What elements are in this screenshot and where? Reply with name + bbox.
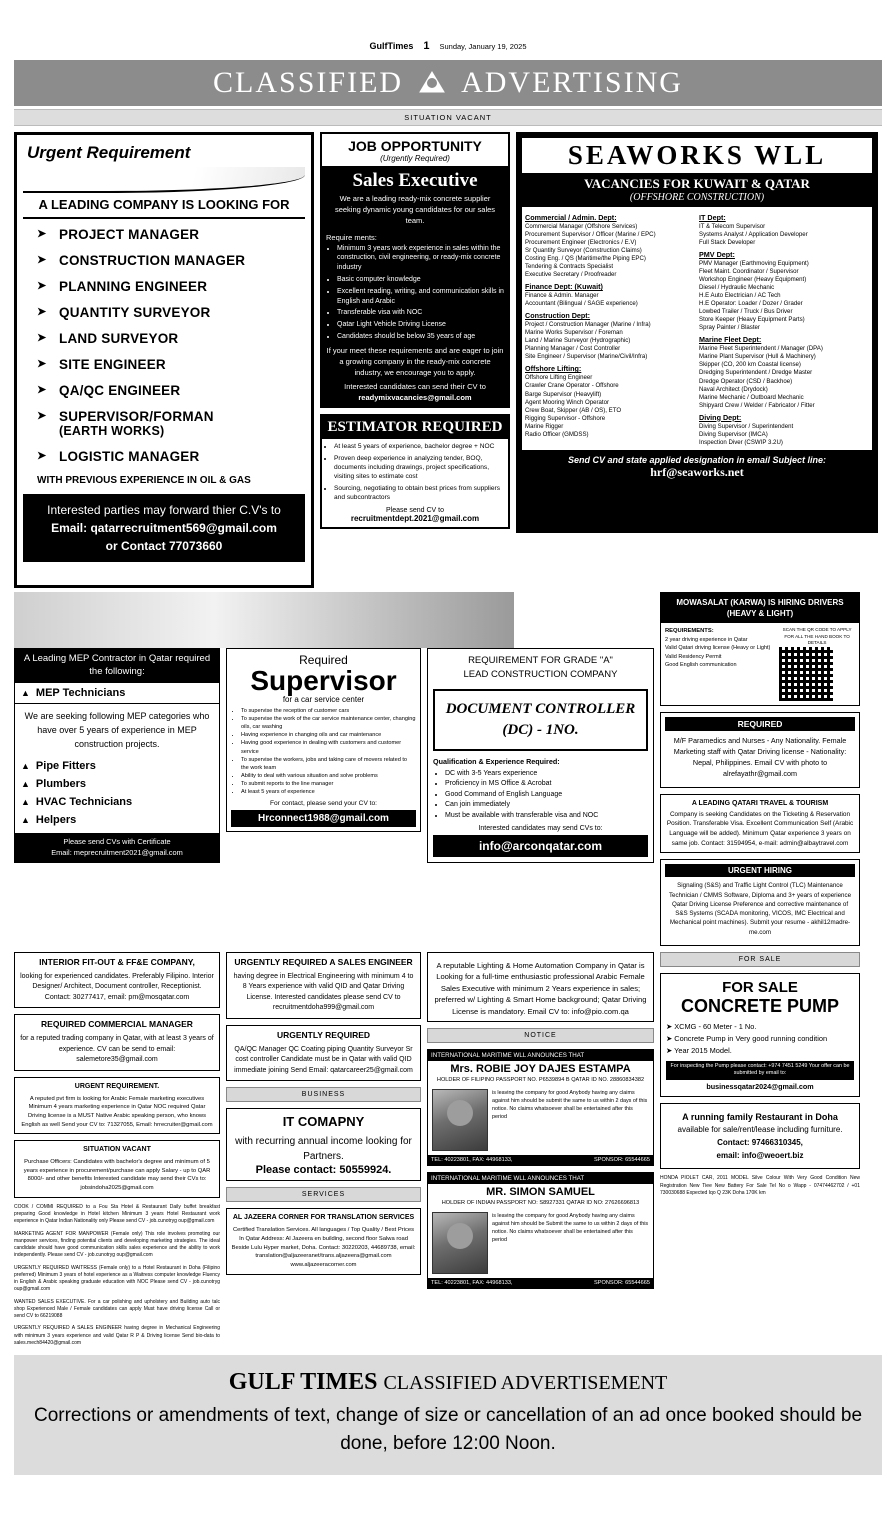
- ad-body: Certified Translation Services. All languages / Top Quality / Best Prices In Qatar Address: Al Jazeera en building, second floor Salwa road Beside Lulu Hyper market, Doha. Contact: 30220203, 44689738, email: translation@aljazeeranet/trans.aljazeera@gmail.com www.aljazeeracorner.com: [231, 1227, 416, 1268]
- dept-item: Rigging Supervisor - Offshore: [525, 414, 606, 422]
- supervisor-email[interactable]: Hrconnect1988@gmail.com: [231, 810, 416, 827]
- list-item: • To supervise the workers, jobs and taking care of movers related to the work team: [241, 756, 416, 772]
- qr-scan-instructions: SCAN THE QR CODE TO APPLY FOR ALL THE HAND BOOK TO DETAILS: [782, 627, 852, 646]
- dept-item: Crawler Crane Operator - Offshore: [525, 382, 619, 390]
- footer-title-bold: GULF TIMES: [228, 1369, 378, 1396]
- lower-ads-band: [14, 952, 882, 1347]
- required-body: M/F Paramedics and Nurses - Any Nationality. Female Marketing staff with Qatar Driving license - Nationality: Nepal, Philippines. Email CV with photo to alrefayathr@gmail.com: [673, 735, 847, 779]
- mep-body: We are seeking following MEP categories who have over 5 years of experience in MEP construction projects.: [24, 710, 210, 749]
- supervisor-column: [226, 648, 421, 946]
- dept-item: Accountant (Bilingual / SAGE experience): [525, 300, 638, 308]
- sales-executive-block: [322, 166, 508, 406]
- dept-item: Dredge Operator (CSD / Backhoe): [699, 377, 793, 385]
- classified-text-ad: COOK / COMMI REQUIRED to a Fou Sta Hotel & Restaurant Daily buffet breakfast preparing Good knowledge in Hotel kitchen Minimum 3 years Hotel Restaurant work experience in Qatar Indian Nationality only Please send CV - job.cunotryg oup@gmail.com: [14, 1203, 220, 1225]
- dept-item: Marine Mechanic / Outboard Mechanic: [699, 393, 804, 401]
- list-item: • Having good experience in dealing with customers and customer service: [241, 739, 416, 755]
- for-sale-title-1: FOR SALE: [722, 978, 798, 996]
- apply-note: If your meet these requirements and are eager to join a growing company in the ready-mix concrete industry, we encourage you to apply.: [326, 345, 504, 377]
- ad-heading: URGENTLY REQUIRED A SALES ENGINEER: [234, 956, 413, 967]
- dept-item: Marine Plant Supervisor (Hull & Machinery): [699, 353, 816, 361]
- qr-code-icon[interactable]: [779, 647, 833, 701]
- ad-body: QA/QC Manager QC Coating piping Quantity Surveyor Sr cost controller Candidate must be in Qatar with valid QID immediate joining Send Email: qatarcareer25@gmail.com: [234, 1045, 413, 1074]
- honda-car-ad: HONDA PIOLET CAR, 2011 MODEL Silve Colour With Very Good Condition New Registration New Tiee New Battery For Sale Tel No o Wapp - 07474462702 / +01 730030688 Expected Iqo Q 23K Doha 170K km: [660, 1175, 860, 1196]
- ad-body: A reputed pvt firm is looking for Arabic Female marketing executives Minimum 4 years marketing experience in Qatar NOC required Qatar Driving license is a MUST Native Arabic speaking person, who knows English as well Send your CV to: 71327055, Email: hrrecruiter@gmail.com: [21, 1095, 213, 1128]
- list-item: • Having experience in changing oils and car maintenance: [241, 731, 416, 739]
- right-column-ads: [660, 592, 860, 946]
- restaurant-contact[interactable]: Contact: 97466310345,: [717, 1137, 803, 1147]
- dept-item: Crew Boat, Skipper (AB / OS), ETO: [525, 406, 622, 414]
- mep-category: ▲ Helpers: [15, 811, 219, 829]
- dept-item: Barge Supervisor (Heavylift): [525, 390, 602, 398]
- restaurant-email[interactable]: email: info@weoert.biz: [716, 1150, 804, 1160]
- concrete-pump-ad: [660, 973, 860, 1097]
- position-list: [23, 227, 305, 464]
- masthead: [14, 0, 882, 52]
- marketing-executive-ad: [14, 1077, 220, 1135]
- restaurant-line1: A running family Restaurant in Doha: [682, 1111, 838, 1122]
- page-number: 1: [423, 40, 430, 52]
- mowasalat-title: MOWASALAT (KARWA) IS HIRING DRIVERS (HEAVY & LIGHT): [661, 593, 859, 623]
- grade-a-column: [427, 648, 654, 946]
- urgent-hiring-body: Signaling (S&S) and Traffic Light Control (TLC) Maintenance Technician / CMMS Software, Diploma and 3+ years of experience Qatar Driving License Preference and corrective maintenance of S&S Systems (SCADA monitoring, VICOS, IMC Electrical and Mechanical point machines). Submit your resume - akhil12madre-me.com: [668, 882, 852, 936]
- mep-footer: [15, 833, 219, 862]
- required-heading: REQUIRED: [665, 717, 855, 731]
- for-sale-email[interactable]: businessqatar2024@gmail.com: [706, 1081, 814, 1091]
- ad-heading: IT COMAPNY: [282, 1114, 365, 1130]
- travel-agency-ad: [660, 794, 860, 853]
- grade-a-line1: REQUIREMENT FOR GRADE "A": [468, 655, 613, 666]
- mep-contractor-ad: [14, 648, 220, 863]
- supervisor-contact-note: For contact, please send your CV to:: [269, 800, 378, 808]
- ad-body: with recurring annual income looking for Partners.: [235, 1136, 412, 1163]
- list-item: ➤ LOGISTIC MANAGER: [37, 449, 305, 464]
- job-opportunity-email[interactable]: readymixvacancies@gmail.com: [358, 393, 472, 403]
- estimator-title: ESTIMATOR REQUIRED: [322, 416, 508, 439]
- dept-item: Fleet Maint. Coordinator / Supervisor: [699, 268, 799, 276]
- list-item: • To supervise the work of the car service maintenance center, changing oils, car washing: [241, 715, 416, 731]
- lower-column-2: [226, 952, 421, 1347]
- footer-title: [24, 1369, 872, 1396]
- dept-item: Costing Eng. / QS (Maritime/the Piping EPC): [525, 255, 646, 263]
- estimator-ad: [320, 414, 510, 528]
- classified-text-ad: WANTED SALES EXECUTIVE. For a car polishing and upholstery and Building auto talc shop Experienced Male / Female candidates can apply Must have driving license Call or send CV to 66219088: [14, 1298, 220, 1320]
- dept-item: PMV Manager (Earthmoving Equipment): [699, 260, 809, 268]
- seaworks-brand: SEAWORKS WLL: [522, 138, 872, 173]
- item-text: Year 2015 Model.: [674, 1045, 732, 1055]
- footer-title-light: CLASSIFIED ADVERTISEMENT: [383, 1372, 668, 1395]
- list-item: ➤ XCMG - 60 Meter - 1 No.: [666, 1021, 757, 1031]
- urgent-requirement-subtitle: A LEADING COMPANY IS LOOKING FOR: [23, 197, 305, 219]
- announcement-passport-info: HOLDER OF FILIPINO PASSPORT NO. P6539894 B QATAR ID NO. 28860834382: [436, 1076, 645, 1083]
- mep-column: [14, 648, 220, 946]
- list-item: ➤ Year 2015 Model.: [666, 1045, 732, 1055]
- grade-a-line2: LEAD CONSTRUCTION COMPANY: [463, 669, 618, 681]
- mep-footer-email[interactable]: Email: meprecruitment2021@gmail.com: [51, 847, 183, 857]
- mep-footer-line1: Please send CVs with Certificate: [63, 837, 171, 847]
- estimator-email[interactable]: recruitmentdept.2021@gmail.com: [350, 513, 480, 523]
- dept-item: Site Engineer / Supervisor (Marine/Civil/Infra): [525, 353, 648, 361]
- supervisor-duties: [231, 707, 416, 796]
- ad-heading: URGENTLY REQUIRED: [276, 1029, 371, 1040]
- section-bar-business: BUSINESS: [226, 1087, 421, 1102]
- dept-heading: IT Dept:: [699, 213, 726, 222]
- role-intro: We are a leading ready-mix concrete supplier seeking dynamic young candidates for our sales team.: [334, 194, 496, 225]
- nurses-required-ad: [660, 712, 860, 789]
- seaworks-departments: [522, 207, 872, 450]
- dept-item: Full Stack Developer: [699, 239, 756, 247]
- announcement-card: [427, 1172, 654, 1289]
- list-item: • Qatar Light Vehicle Driving License: [337, 320, 504, 330]
- dept-heading: PMV Dept:: [699, 250, 735, 260]
- ad-contact[interactable]: Please contact: 50559924.: [255, 1164, 392, 1177]
- footer-notice: [14, 1355, 882, 1475]
- dept-item: Land / Marine Surveyor (Hydrographic): [525, 337, 631, 345]
- list-item: • Minimum 3 years work experience in sales within the construction, civil engineering, or ready-mix concrete industry: [337, 244, 504, 273]
- gulf-times-logo-icon: [417, 70, 447, 96]
- lower-column-1: [14, 952, 220, 1347]
- seaworks-email[interactable]: hrf@seaworks.net: [650, 464, 744, 479]
- dept-heading: Finance Dept: (Kuwait): [525, 282, 603, 292]
- mep-header: A Leading MEP Contractor in Qatar required the following:: [15, 649, 219, 683]
- section-bar-for-sale: FOR SALE: [660, 952, 860, 967]
- position-label: SUPERVISOR/FORMAN: [59, 409, 214, 424]
- for-sale-title-2: CONCRETE PUMP: [680, 995, 839, 1016]
- announcement-passport-info: HOLDER OF INDIAN PASSPORT NO: S8927331 QATAR ID NO: 27626696813: [441, 1199, 640, 1206]
- ad-body: looking for experienced candidates. Preferably Filipino. Interior Designer/ Architect, Document controller, Receptionist. Contact: 30277417, email: pm@mosqatar.com: [20, 972, 214, 1001]
- list-item: ➤ PROJECT MANAGER: [37, 227, 305, 242]
- urgent-requirement-title: Urgent Requirement: [27, 143, 191, 162]
- list-item: • Good Command of English Language: [445, 790, 648, 801]
- dept-item: H.E Auto Electrician / AC Tech: [699, 292, 781, 300]
- list-item: ➤ PLANNING ENGINEER: [37, 279, 305, 294]
- list-item: [37, 409, 305, 438]
- experience-note: WITH PREVIOUS EXPERIENCE IN OIL & GAS: [37, 475, 251, 486]
- list-item: • Basic computer knowledge: [337, 275, 504, 285]
- dept-heading: Commercial / Admin. Dept:: [525, 213, 617, 222]
- dept-item: Executive Secretary / Proofreader: [525, 271, 617, 279]
- announcement-header: INTERNATIONAL MARITIME WLL ANNOUNCES THAT: [428, 1173, 653, 1184]
- dept-item: Project / Construction Manager (Marine / Infra): [525, 321, 651, 329]
- list-item: • To supervise the reception of customer cars: [241, 707, 416, 715]
- dept-item: Finance & Admin. Manager: [525, 292, 599, 300]
- classified-text-ad: URGENTLY REQUIRED A SALES ENGINEER having degree in Mechanical Engineering with minimum 3 years experience and valid Qatar R P & Driving license Send bio-data to sales.mech84420@gmail.com: [14, 1325, 220, 1346]
- dept-item: Offshore Lifting Engineer: [525, 374, 593, 382]
- ad-heading: SITUATION VACANT: [83, 1146, 151, 1154]
- requirements-heading: REQUIREMENTS:: [665, 628, 714, 635]
- dept-item: H.E Operator: Loader / Dozer / Grader: [699, 300, 803, 308]
- announcement-name: MR. SIMON SAMUEL: [486, 1185, 595, 1198]
- seaworks-send-note: Send CV and state applied designation in email Subject line:: [567, 454, 827, 465]
- announcement-tel: TEL: 40223801, FAX: 44968133,: [431, 1279, 513, 1286]
- mep-category: ▲ Plumbers: [15, 775, 219, 793]
- requirements-heading: Require ments:: [326, 232, 377, 242]
- dept-item: Workshop Engineer (Heavy Equipment): [699, 276, 807, 284]
- contact-block: [23, 494, 305, 562]
- announcement-sponsor: SPONSOR: 65544665: [594, 1156, 650, 1163]
- list-item: • At least 5 years of experience, bachelor degree + NOC: [334, 443, 508, 452]
- restaurant-line2: available for sale/rent/lease including furniture.: [677, 1125, 843, 1135]
- supervisor-required-label: Required: [299, 653, 348, 667]
- list-item: • At least 5 years of experience: [241, 788, 416, 796]
- dept-item: Inspection Diver (CSWIP 3.2U): [699, 438, 783, 446]
- document-controller-title: DOCUMENT CONTROLLER (DC) - 1NO.: [433, 689, 648, 751]
- ad-heading: URGENT REQUIREMENT.: [74, 1082, 160, 1090]
- list-item: • DC with 3-5 Years experience: [445, 769, 648, 780]
- dept-item: Naval Architect (Drydock): [699, 385, 768, 393]
- item-text: XCMG - 60 Meter - 1 No.: [674, 1021, 757, 1031]
- dept-item: Lowbed Trailer / Truck / Bus Driver: [699, 308, 793, 316]
- for-sale-contact-bar: For inspecting the Pump please contact: +974 7451 5249 Your offer can be submitted by email to:: [666, 1061, 854, 1080]
- mep-lead-role: ▲ MEP Technicians: [15, 683, 219, 704]
- travel-body: Company is seeking Candidates on the Ticketing & Reservation Position. Transferable Visa. Excellent Communication Self (Arabic Language will be added). Minimum Qatar experience 3 years on same job. Contact: 31594954, e-mail: admin@albaytravel.com: [666, 810, 854, 847]
- dept-item: Dredging Superintendent / Dredge Master: [699, 369, 813, 377]
- announcement-header: INTERNATIONAL MARITIME WLL ANNOUNCES THAT: [428, 1050, 653, 1061]
- list-item: • Ability to deal with various situation and solve problems: [241, 772, 416, 780]
- announcement-text: is leaving the company for good Anybody having any claims against him should be submit the same to us within 2 days of this notice. No claims whatsoever shall be entertained after this period: [492, 1089, 648, 1121]
- dept-item: Sr Quantity Surveyor (Construction Claims): [525, 247, 642, 255]
- banner-left-text: CLASSIFIED: [213, 66, 404, 99]
- announcement-sponsor: SPONSOR: 65544665: [594, 1279, 650, 1286]
- seaworks-column-right: [699, 210, 869, 447]
- mowasalat-requirements: [665, 627, 775, 700]
- interior-fitout-ad: [14, 952, 220, 1008]
- dept-item: Procurement Engineer (Electronics / E.V): [525, 239, 637, 247]
- qualification-list: [433, 769, 648, 822]
- ad-body: Purchase Officers: Candidates with bachelor's degree and minimum of 5 years experience in procurement/purchase can apply Salary - up to QAR 8000/- and other benefits Interested candidate may send their CVs to: jobsindoha2025@gmail.com: [23, 1159, 211, 1192]
- list-item: • To submit reports to the line manager: [241, 780, 416, 788]
- announcement-card: [427, 1049, 654, 1166]
- contact-phone: or Contact 77073660: [105, 539, 223, 553]
- dept-item: Diesel / Hydraulic Mechanic: [699, 284, 775, 292]
- list-item: • Proficiency in MS Office & Acrobat: [445, 779, 648, 790]
- contact-line-1: Interested parties may forward thier C.V's to: [47, 503, 281, 517]
- position-sublabel: (EARTH WORKS): [59, 424, 165, 438]
- seaworks-vacancies: VACANCIES FOR KUWAIT & QATAR: [584, 176, 810, 191]
- mep-category: ▲ Pipe Fitters: [15, 757, 219, 775]
- restaurant-for-sale-ad: [660, 1103, 860, 1170]
- grade-a-email[interactable]: info@arconqatar.com: [433, 835, 648, 857]
- list-item: ➤ Concrete Pump in Very good running condition: [666, 1033, 828, 1043]
- dept-heading: Construction Dept:: [525, 311, 591, 321]
- dept-item: Systems Analyst / Application Developer: [699, 231, 808, 239]
- dept-item: Diving Supervisor / Superintendent: [699, 422, 794, 430]
- dept-item: Marine Fleet Superintendent / Manager (DPA): [699, 345, 823, 353]
- list-item: ➤ CONSTRUCTION MANAGER: [37, 253, 305, 268]
- translation-services-ad: [226, 1208, 421, 1274]
- dept-item: Spray Painter / Blaster: [699, 324, 760, 332]
- paper-name: GulfTimes: [369, 41, 414, 51]
- person-photo: [432, 1089, 488, 1151]
- dept-item: Tendering & Contracts Specialist: [525, 263, 614, 271]
- estimator-points: [322, 443, 508, 502]
- item-text: Concrete Pump in Very good running condition: [674, 1033, 828, 1043]
- contact-email[interactable]: Email: qatarrecruitment569@gmail.com: [51, 521, 277, 535]
- urgent-requirement-ad: [14, 132, 314, 588]
- sales-engineer-ad: [226, 952, 421, 1019]
- decorative-swoosh: [23, 167, 305, 193]
- lower-column-4: [660, 952, 860, 1347]
- list-item: • Must be available with transferable visa and NOC: [445, 811, 648, 822]
- ad-body: for a reputed trading company in Qatar, with at least 3 years of experience. CV can be send to email: salemetore35@gmail.com: [20, 1035, 214, 1064]
- dept-item: IT & Telecom Supervisor: [699, 223, 766, 230]
- estimator-send-note: Please send CV to: [386, 506, 444, 514]
- section-bar-notice: NOTICE: [427, 1028, 654, 1043]
- supervisor-ad: [226, 648, 421, 832]
- dept-item: Shipyard Crew / Welder / Fabricator / Fitter: [699, 401, 815, 409]
- list-item: • Excellent reading, writing, and communication skills in English and Arabic: [337, 287, 504, 307]
- middle-ads-band: [14, 592, 882, 946]
- announcement-name: Mrs. ROBIE JOY DAJES ESTAMPA: [450, 1062, 631, 1075]
- dept-item: Skipper (CO, 200 km Coastal license): [699, 361, 801, 369]
- it-company-ad: [226, 1108, 421, 1181]
- job-opportunity-ad: [320, 132, 510, 408]
- list-item: 2 year driving experience in Qatar: [665, 637, 748, 644]
- seaworks-ad: [516, 132, 878, 588]
- middle-top-column: [320, 132, 510, 588]
- job-opportunity-title: JOB OPPORTUNITY: [348, 138, 482, 154]
- list-item: • Sourcing, negotiating to obtain best prices from suppliers and subcontractors: [334, 485, 508, 503]
- seaworks-offshore-note: (OFFSHORE CONSTRUCTION): [629, 192, 765, 203]
- dept-heading: Diving Dept:: [699, 412, 742, 422]
- banner-right-text: ADVERTISING: [461, 66, 683, 99]
- list-item: ➤ LAND SURVEYOR: [37, 331, 305, 346]
- list-item: Valid Qatari driving license (Heavy or Light): [665, 645, 771, 652]
- supervisor-title: Supervisor: [250, 665, 397, 696]
- role-title: Sales Executive: [352, 170, 478, 191]
- list-item: ➤ QUANTITY SURVEYOR: [37, 305, 305, 320]
- travel-heading: A LEADING QATARI TRAVEL & TOURISM: [691, 800, 829, 808]
- grade-a-send-note: Interested candidates may send CVs to:: [478, 825, 603, 832]
- commercial-manager-ad: [14, 1014, 220, 1070]
- section-bar-situation-vacant: SITUATION VACANT: [14, 109, 882, 126]
- top-ads-area: [14, 132, 882, 588]
- qualification-heading: Qualification & Experience Required:: [433, 756, 560, 766]
- list-item: • Candidates should be below 35 years of age: [337, 332, 504, 342]
- requirements-list: [326, 244, 504, 342]
- footer-message: Corrections or amendments of text, change of size or cancellation of an ad once booked should be done, before 12:00 Noon.: [33, 1405, 863, 1454]
- ad-body: having degree in Electrical Engineering with minimum 4 to 8 Years experience with valid QID and Qatar Driving License. Interested candidates please send CV to recruitmentdoha999@gmail.com: [233, 972, 414, 1012]
- dept-item: Marine Works Supervisor / Foreman: [525, 329, 623, 337]
- dept-item: Procurement Supervisor / Officer (Marine / EPC): [525, 231, 656, 239]
- dept-heading: Marine Fleet Dept:: [699, 335, 762, 345]
- list-item: ➤ SITE ENGINEER: [37, 357, 305, 372]
- announcement-tel: TEL: 40223801, FAX: 44968133,: [431, 1156, 513, 1163]
- issue-date: Sunday, January 19, 2025: [439, 41, 527, 51]
- ad-heading: INTERIOR FIT-OUT & FF&E COMPANY,: [39, 956, 195, 967]
- list-item: ➤ QA/QC ENGINEER: [37, 383, 305, 398]
- qaqc-manager-ad: [226, 1025, 421, 1081]
- list-item: • Proven deep experience in analyzing tender, BOQ, documents including drawings, project specifications, visiting sites to estimate cost: [334, 455, 508, 482]
- seaworks-column-left: [525, 210, 695, 447]
- dept-item: Agent Mooring Winch Operator: [525, 398, 609, 406]
- person-photo: [432, 1212, 488, 1274]
- mep-category: ▲ HVAC Technicians: [15, 793, 219, 811]
- list-item: • Transferable visa with NOC: [337, 308, 504, 318]
- document-controller-ad: [427, 648, 654, 863]
- dept-item: Marine Rigger: [525, 422, 564, 430]
- ad-heading: AL JAZEERA CORNER FOR TRANSLATION SERVICES: [232, 1214, 415, 1222]
- send-cv-note: Interested candidates can send their CV to: [344, 382, 486, 392]
- dept-item: Planning Manager / Cost Controller: [525, 345, 621, 353]
- announcement-text: is leaving the company for good Anybody having any claims against him should be Submit the same to us within 2 days of this notice. No claims whatsoever shall be entertained after this period: [492, 1212, 649, 1243]
- lighting-company-ad: [427, 952, 654, 1022]
- ad-heading: REQUIRED COMMERCIAL MANAGER: [41, 1019, 193, 1030]
- list-item: Valid Residency Permit: [665, 653, 722, 660]
- urgent-hiring-heading: URGENT HIRING: [665, 864, 855, 877]
- list-item: • Can join immediately: [445, 800, 648, 811]
- classified-banner: [14, 60, 882, 106]
- classified-text-ad: MARKETING AGENT FOR MANPOWER (Female only) This role involves promoting our manpower services, finding potential clients and developing marketing strategies. The ideal candidate should have good communication skills sales experience and the ability to work independently. Please send CV - job.cunotryg oup@gmail.com: [14, 1230, 220, 1259]
- dept-item: Diving Supervisor (IMCA): [699, 430, 768, 438]
- dept-heading: Offshore Lifting:: [525, 364, 582, 374]
- dept-item: Radio Officer (GMDSS): [525, 430, 589, 438]
- lower-column-3: [427, 952, 654, 1347]
- purchase-officer-ad: [14, 1140, 220, 1198]
- urgent-hiring-ad: [660, 859, 860, 946]
- section-bar-services: SERVICES: [226, 1187, 421, 1202]
- classified-text-ad: URGENTLY REQUIRED WAITRESS (Female only) to a Hotel Restaurant in Doha (Filipino preferred) Minimum 3 years of hotel experience as a Waitress computer knowledge Fluency in English & Arabic speaking graduate education with NOC Please send CV - job.cunotryg oup@gmail.com: [14, 1264, 220, 1293]
- dept-item: Store Keeper (Heavy Equipment Parts): [699, 316, 805, 324]
- mowasalat-ad: [660, 592, 860, 706]
- dept-item: Commercial Manager (Offshore Services): [525, 223, 638, 230]
- ad-body: A reputable Lighting & Home Automation Company in Qatar is Looking for a full-time enthusiastic professional Arabic Female Sales Executive with minimum 2 Years experience in sales; preferred w/ Lighting & Smart Home background; Qatar Driving License is mandatory. Email CV to: info@pio.com.qa: [434, 960, 647, 1016]
- list-item: Good English communication: [665, 661, 737, 668]
- job-opportunity-subtitle: (Urgently Required): [380, 154, 450, 163]
- supervisor-subtitle: for a car service center: [282, 695, 365, 704]
